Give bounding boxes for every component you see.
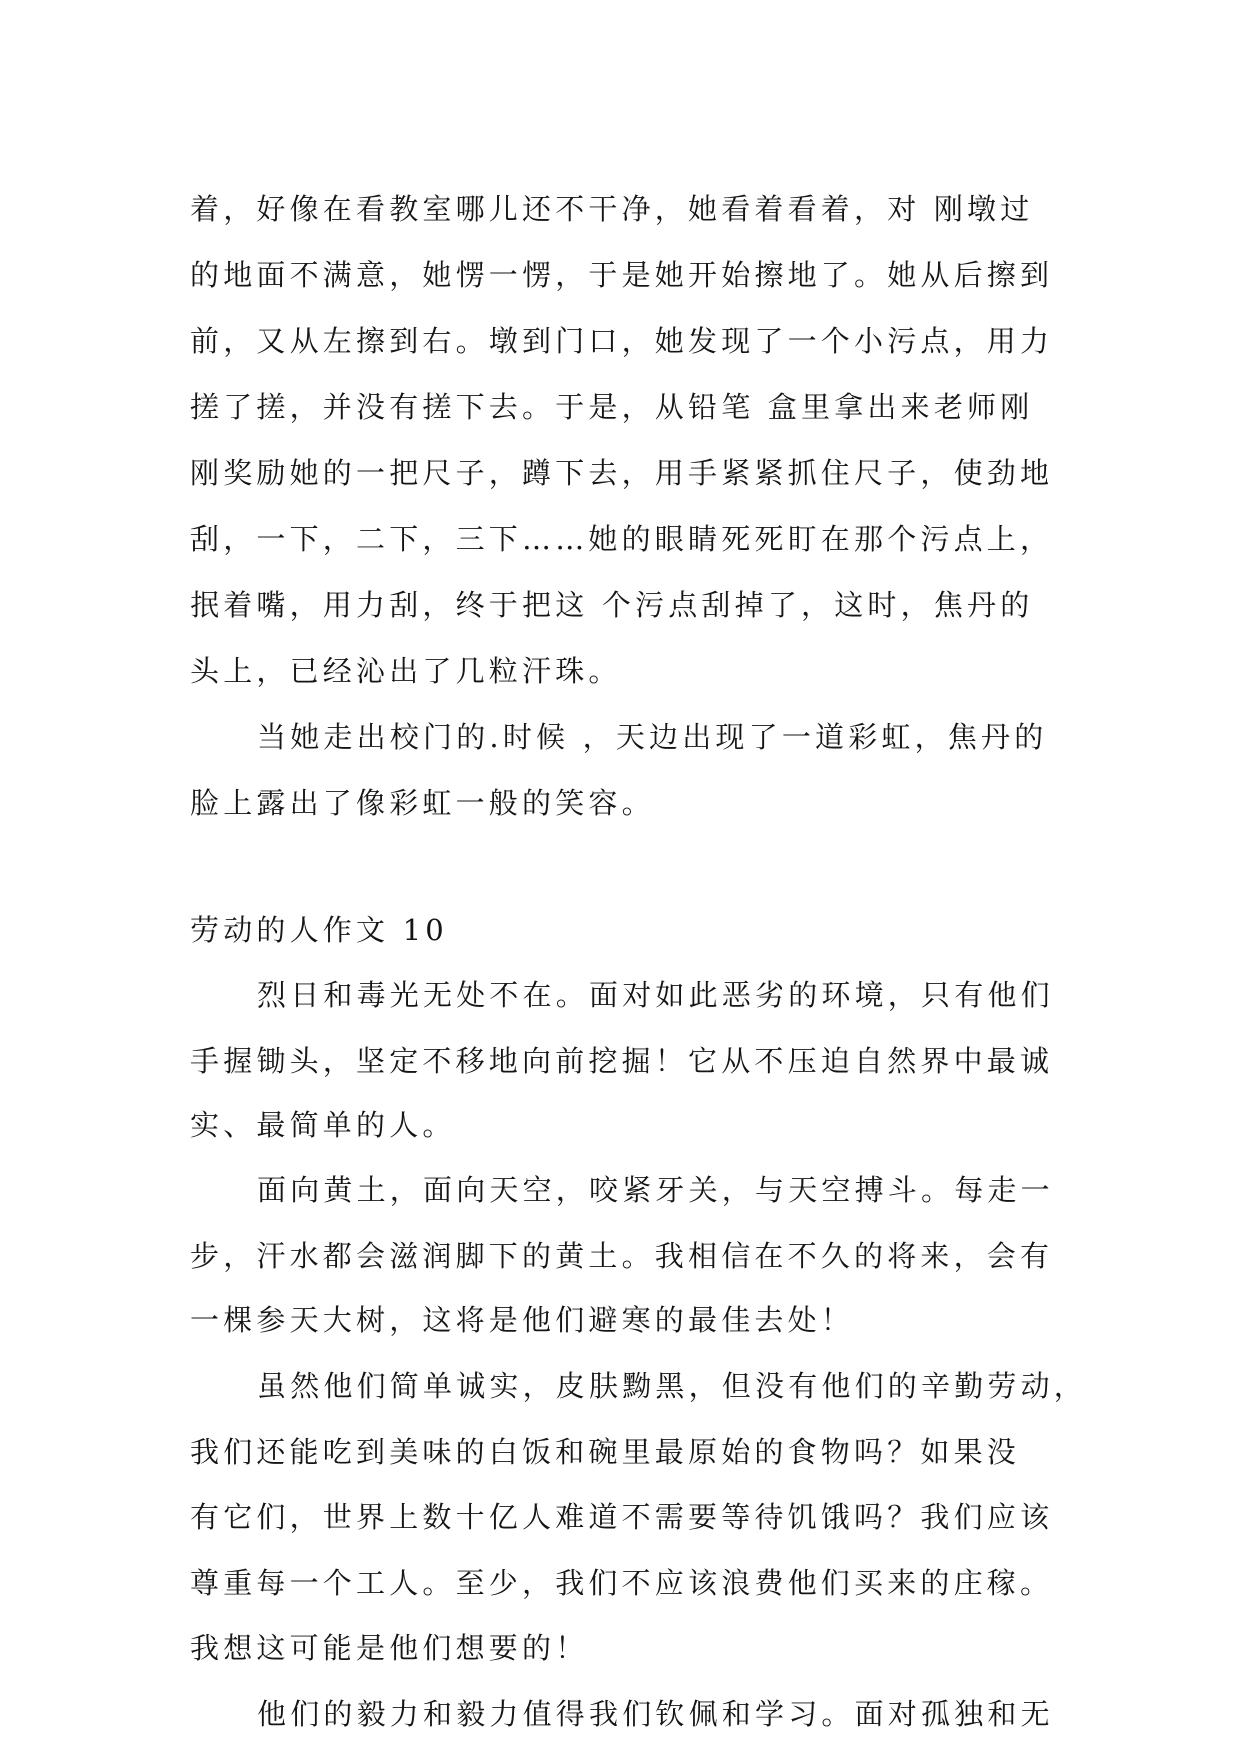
text-line: 步，汗水都会滋润脚下的黄土。我相信在不久的将来，会有 [190, 1239, 1054, 1273]
text-line: 抿着嘴，用力刮，终于把这 个污点刮掉了，这时，焦丹的 [190, 588, 1034, 622]
paragraph-first-line: 当她走出校门的.时候 ，天边出现了一道彩虹，焦丹的 [257, 720, 1048, 754]
text-line: 手握锄头，坚定不移地向前挖掘！它从不压迫自然界中最诚 [190, 1044, 1054, 1078]
text-line: 着，好像在看教室哪儿还不干净，她看着看着，对 刚墩过 [190, 192, 1034, 226]
paragraph-first-line: 烈日和毒光无处不在。面对如此恶劣的环境，只有他们 [257, 978, 1054, 1012]
paragraph-first-line: 他们的毅力和毅力值得我们钦佩和学习。面对孤独和无 [257, 1697, 1054, 1731]
text-line: 一棵参天大树，这将是他们避寒的最佳去处！ [190, 1303, 855, 1337]
text-line: 我想这可能是他们想要的！ [190, 1631, 589, 1665]
text-line: 尊重每一个工人。至少，我们不应该浪费他们买来的庄稼。 [190, 1566, 1054, 1600]
paragraph-first-line: 虽然他们简单诚实，皮肤黝黑，但没有他们的辛勤劳动， [257, 1369, 1088, 1403]
text-line: 脸上露出了像彩虹一般的笑容。 [190, 786, 655, 820]
section-heading: 劳动的人作文 10 [190, 913, 448, 947]
text-line: 头上，已经沁出了几粒汗珠。 [190, 654, 622, 688]
text-line: 的地面不满意，她愣一愣，于是她开始擦地了。她从后擦到 [190, 258, 1054, 292]
text-line: 刮，一下，二下，三下……她的眼睛死死盯在那个污点上， [190, 522, 1054, 556]
text-line: 前，又从左擦到右。墩到门口，她发现了一个小污点，用力 [190, 324, 1054, 358]
text-line: 搓了搓，并没有搓下去。于是，从铅笔 盒里拿出来老师刚 [190, 390, 1034, 424]
text-line: 我们还能吃到美味的白饭和碗里最原始的食物吗？如果没 [190, 1435, 1021, 1469]
paragraph-first-line: 面向黄土，面向天空，咬紧牙关，与天空搏斗。每走一 [257, 1173, 1054, 1207]
text-line: 刚奖励她的一把尺子，蹲下去，用手紧紧抓住尺子，使劲地 [190, 456, 1054, 490]
text-line: 有它们，世界上数十亿人难道不需要等待饥饿吗？我们应该 [190, 1500, 1054, 1534]
text-line: 实、最简单的人。 [190, 1108, 456, 1142]
